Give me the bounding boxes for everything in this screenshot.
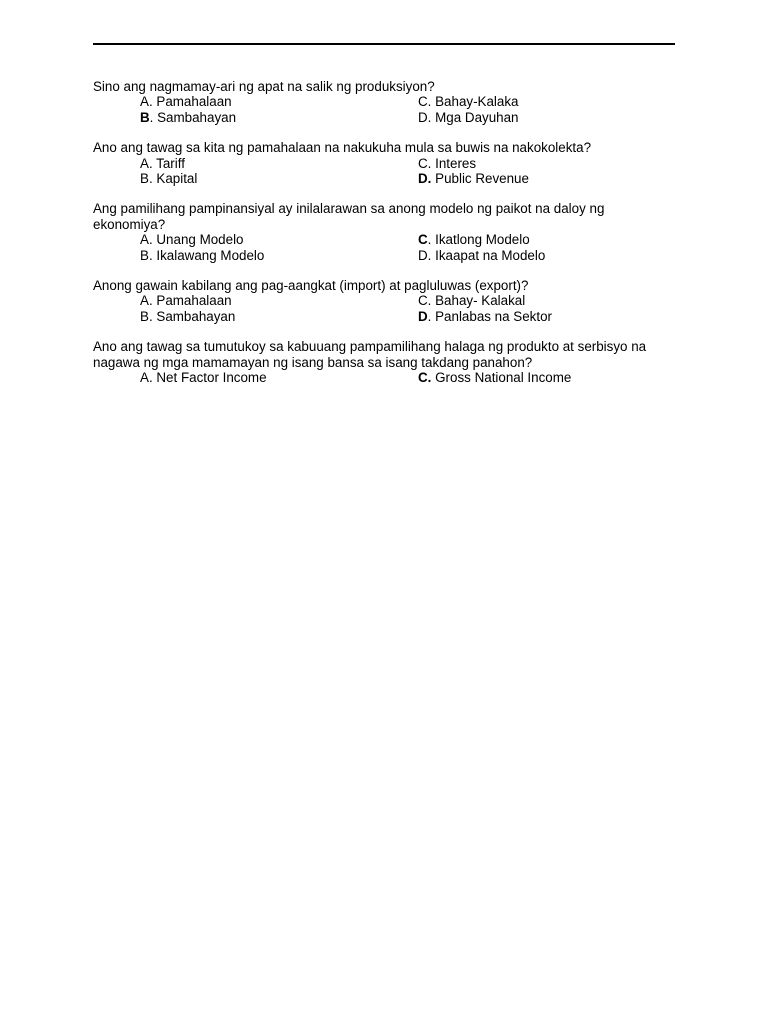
choice-letter: B	[140, 247, 149, 263]
choice-letter: B	[140, 109, 150, 125]
choice-text: Pamahalaan	[156, 94, 232, 110]
choice-text: Sambahayan	[157, 109, 237, 125]
question-text: Sino ang nagmamay-ari ng apat na salik ng produksiyon?	[93, 79, 435, 94]
choice-letter: B	[140, 308, 149, 324]
answer-choice	[93, 110, 418, 125]
question-item	[93, 278, 675, 324]
choice-text: Unang Modelo	[156, 232, 244, 248]
answer-choice	[93, 94, 418, 109]
choice-separator: .	[148, 232, 157, 248]
answer-choice	[93, 309, 418, 324]
answer-choice	[93, 370, 418, 385]
answer-choice	[418, 248, 675, 263]
choice-letter: C	[418, 293, 428, 309]
answer-choice	[93, 171, 418, 186]
choice-text: Panlabas na Sektor	[435, 308, 552, 324]
answer-choice	[418, 309, 675, 324]
choice-text: Public Revenue	[435, 171, 529, 187]
question-text: Ano ang tawag sa tumutukoy sa kabuuang pampamilihang halaga ng produkto at serbisyo na nagawa ng mga mamamayan ng isang bansa sa isang takdang panahon?	[93, 339, 647, 370]
choice-text: Net Factor Income	[156, 370, 267, 386]
choice-separator: .	[148, 94, 157, 110]
answer-choice	[418, 171, 675, 186]
answer-choice	[418, 232, 675, 247]
choice-row	[93, 293, 675, 308]
choice-separator: .	[427, 232, 436, 248]
choice-text: Bahay- Kalakal	[435, 293, 526, 309]
choice-text: Sambahayan	[156, 308, 236, 324]
choice-letter: B	[140, 171, 149, 187]
choice-row	[93, 171, 675, 186]
answer-choice	[93, 293, 418, 308]
question-list	[93, 79, 675, 401]
choice-separator: .	[427, 247, 436, 263]
choice-letter: A	[140, 293, 149, 309]
choice-row	[93, 94, 675, 109]
choice-letter: A	[140, 155, 149, 171]
answer-choice	[93, 156, 418, 171]
choice-text: Kapital	[156, 171, 198, 187]
question-item	[93, 140, 675, 186]
choice-text: Ikalawang Modelo	[156, 247, 265, 263]
choice-letter: C	[418, 232, 428, 248]
choice-text: Ikaapat na Modelo	[435, 247, 546, 263]
choice-letter: D	[418, 109, 428, 125]
choice-separator: .	[148, 308, 157, 324]
choice-separator: .	[427, 308, 436, 324]
choice-separator: .	[149, 109, 158, 125]
choice-row	[93, 232, 675, 247]
choice-letter: A	[140, 94, 149, 110]
question-text: Anong gawain kabilang ang pag-aangkat (import) at pagluluwas (export)?	[93, 278, 529, 294]
choice-text: Gross National Income	[435, 370, 572, 386]
choice-letter: A	[140, 370, 149, 386]
choice-letter: C.	[418, 370, 432, 386]
question-text: Ang pamilihang pampinansiyal ay inilalarawan sa anong modelo ng paikot na daloy ng ekonomiya?	[93, 201, 605, 232]
choice-separator: .	[427, 155, 436, 171]
answer-choice	[418, 156, 675, 171]
choice-row	[93, 309, 675, 324]
choice-letter: D	[418, 308, 428, 324]
choice-row	[93, 370, 675, 385]
choice-text: Interes	[435, 155, 477, 171]
choice-text: Pamahalaan	[156, 293, 232, 309]
answer-choice	[93, 232, 418, 247]
choice-text: Ikatlong Modelo	[435, 232, 530, 248]
answer-choice	[418, 293, 675, 308]
question-text: Ano ang tawag sa kita ng pamahalaan na nakukuha mula sa buwis na nakokolekta?	[93, 140, 592, 156]
choice-letter: C	[418, 155, 428, 171]
choice-row	[93, 110, 675, 125]
answer-choice	[93, 248, 418, 263]
answer-choice	[418, 94, 675, 109]
choice-letter: D	[418, 247, 428, 263]
question-item	[93, 79, 675, 125]
choice-separator: .	[427, 94, 436, 110]
choice-letter: D.	[418, 171, 432, 187]
choice-separator: .	[148, 293, 157, 309]
answer-choice	[418, 110, 675, 125]
question-item	[93, 201, 675, 263]
choice-letter: A	[140, 232, 149, 248]
choice-text: Tariff	[156, 155, 185, 171]
choice-separator: .	[148, 155, 157, 171]
header-rule	[93, 43, 675, 45]
choice-separator: .	[148, 171, 157, 187]
choice-separator: .	[427, 109, 436, 125]
choice-separator: .	[148, 247, 157, 263]
choice-separator: .	[427, 293, 436, 309]
choice-row	[93, 156, 675, 171]
choice-letter: C	[418, 94, 428, 110]
choice-text: Mga Dayuhan	[435, 109, 519, 125]
answer-choice	[418, 370, 675, 385]
question-item	[93, 339, 675, 385]
choice-row	[93, 248, 675, 263]
choice-separator: .	[148, 370, 157, 386]
choice-text: Bahay-Kalaka	[435, 94, 519, 110]
